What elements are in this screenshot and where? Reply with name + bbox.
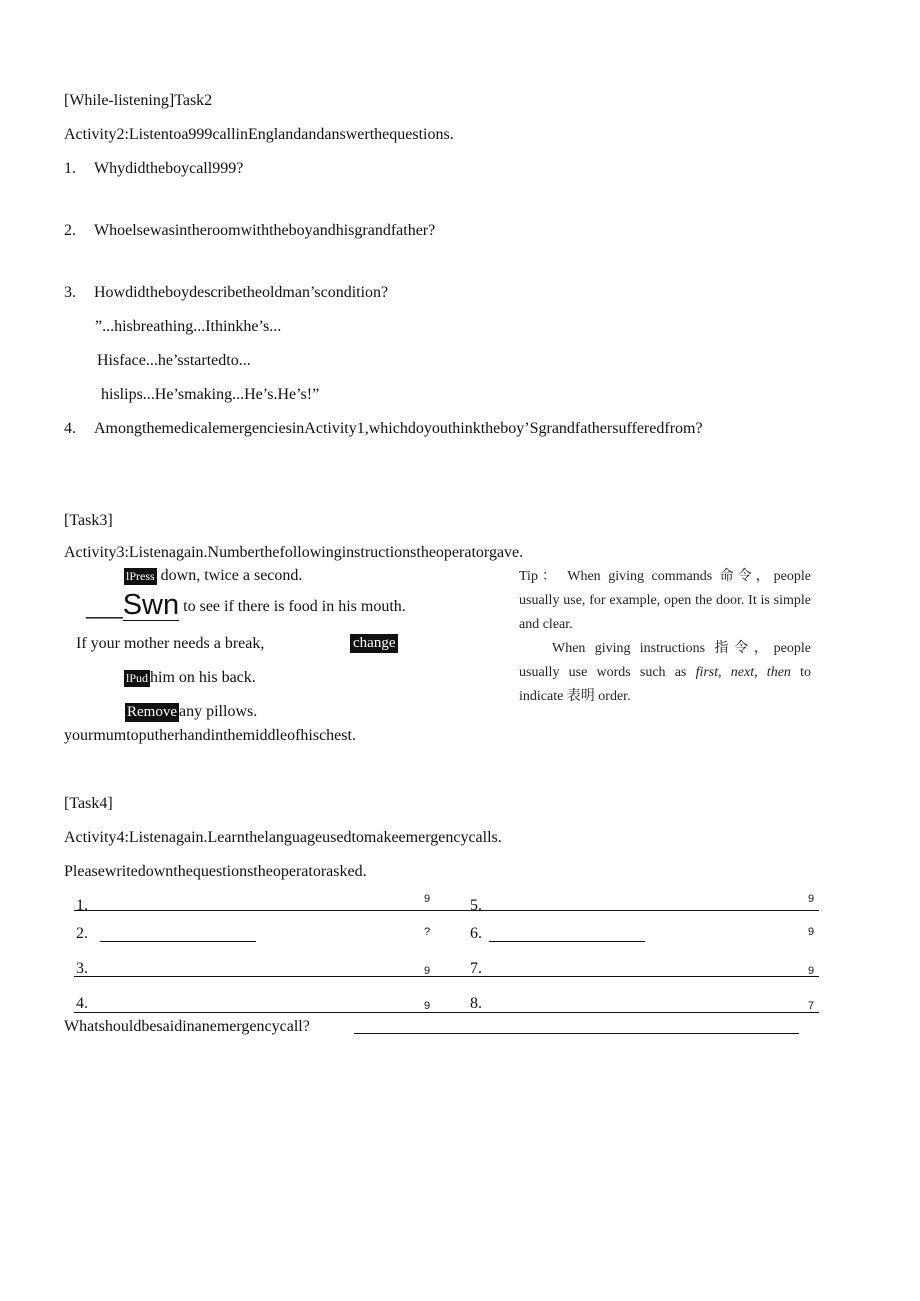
question-number: 2. bbox=[64, 222, 76, 239]
instruction-mum: yourmumtoputherhandinthemiddleofhischest. bbox=[64, 727, 356, 744]
instruction-press bbox=[124, 566, 302, 585]
question-number: 1. bbox=[64, 160, 76, 177]
pud-text: him on his back. bbox=[150, 669, 256, 686]
instruction-change bbox=[350, 633, 398, 653]
answer-line-3[interactable] bbox=[74, 976, 819, 977]
answer-num-4: 4. bbox=[76, 995, 88, 1012]
answer-mark-1: 9 bbox=[424, 893, 431, 905]
question-text: Whydidtheboycall999? bbox=[94, 160, 244, 177]
pud-box: lPud bbox=[126, 671, 149, 685]
swn-prefix: ___ bbox=[86, 594, 123, 619]
instruction-mother: If your mother needs a break, bbox=[76, 635, 265, 652]
remove-text: any pillows. bbox=[179, 703, 258, 720]
question-text: AmongthemedicalemergenciesinActivity1,whichdoyouthinktheboy’Sgrandfathersufferedfrom? bbox=[94, 420, 703, 437]
tip-box bbox=[519, 565, 811, 709]
answer-line-1[interactable] bbox=[74, 910, 819, 911]
tip-paragraph-1 bbox=[519, 565, 811, 637]
question-number: 3. bbox=[64, 284, 76, 301]
activity2-instruction: Activity2:Listentoa999callinEnglandandanswerthequestions. bbox=[64, 126, 454, 143]
task3-heading: [Task3] bbox=[64, 512, 113, 529]
task4-write-instruction: Pleasewritedownthequestionstheoperatorasked. bbox=[64, 863, 367, 880]
swn-word: Swn bbox=[122, 589, 180, 621]
answer-num-8: 8. bbox=[470, 995, 482, 1012]
answer-num-6: 6. bbox=[470, 925, 482, 942]
answer-mark-7: 9 bbox=[808, 965, 815, 977]
answer-num-1: 1. bbox=[76, 897, 88, 914]
answer-mark-3: 9 bbox=[424, 965, 431, 977]
tip-text-1: When giving commands 命令，people usually use, for example, open the door. It is simple and clear. bbox=[519, 569, 812, 632]
answer-num-5: 5. bbox=[470, 897, 482, 914]
final-question: Whatshouldbesaidinanemergencycall? bbox=[64, 1018, 310, 1035]
final-answer-line[interactable] bbox=[354, 1033, 799, 1034]
task4-heading: [Task4] bbox=[64, 795, 113, 812]
instruction-remove bbox=[125, 702, 257, 722]
tip-label: Tip： bbox=[519, 569, 560, 584]
quote-line-3: hislips...He’smaking...He’s.He’s!” bbox=[101, 386, 320, 403]
answer-mark-2: ? bbox=[424, 926, 431, 938]
question-number: 4. bbox=[64, 420, 76, 437]
question-1 bbox=[64, 159, 243, 178]
instruction-pud bbox=[124, 668, 256, 687]
answer-mark-8: 7 bbox=[808, 1000, 815, 1012]
press-box: lPress bbox=[126, 569, 155, 583]
question-4 bbox=[64, 419, 703, 438]
task2-heading: [While-listening]Task2 bbox=[64, 92, 213, 109]
quote-line-2: Hisface...he’sstartedto... bbox=[97, 352, 251, 369]
question-text: Whoelsewasintheroomwiththeboyandhisgrandfather? bbox=[94, 222, 436, 239]
quote-line-1: ”...hisbreathing...Ithinkhe’s... bbox=[95, 318, 282, 335]
activity4-instruction: Activity4:Listenagain.Learnthelanguageusedtomakeemergencycalls. bbox=[64, 829, 502, 846]
swn-text: to see if there is food in his mouth. bbox=[183, 598, 406, 615]
answer-num-3: 3. bbox=[76, 960, 88, 977]
tip-text-2b: to indicate 表明 order. bbox=[519, 665, 811, 704]
tip-paragraph-2 bbox=[519, 637, 811, 709]
answer-mark-4: 9 bbox=[424, 1000, 431, 1012]
tip-emphasis: first, next, then bbox=[695, 665, 791, 680]
question-2 bbox=[64, 221, 435, 240]
instruction-swn bbox=[86, 590, 406, 621]
answer-line-6[interactable] bbox=[489, 941, 645, 942]
answer-mark-6: 9 bbox=[808, 926, 815, 938]
question-3 bbox=[64, 283, 388, 302]
answer-mark-5: 9 bbox=[808, 893, 815, 905]
question-text: Howdidtheboydescribetheoldman’scondition? bbox=[94, 284, 389, 301]
tip-text-2a: When giving instructions 指令，people usually use words such as bbox=[519, 641, 811, 680]
answer-line-4[interactable] bbox=[74, 1012, 819, 1013]
answer-line-2[interactable] bbox=[100, 941, 256, 942]
answer-num-7: 7. bbox=[470, 960, 482, 977]
press-text: down, twice a second. bbox=[160, 567, 303, 584]
answer-num-2: 2. bbox=[76, 925, 88, 942]
change-box: change bbox=[350, 634, 398, 653]
remove-box: Remove bbox=[127, 704, 177, 720]
activity3-instruction: Activity3:Listenagain.Numberthefollowinginstructionstheoperatorgave. bbox=[64, 544, 524, 561]
